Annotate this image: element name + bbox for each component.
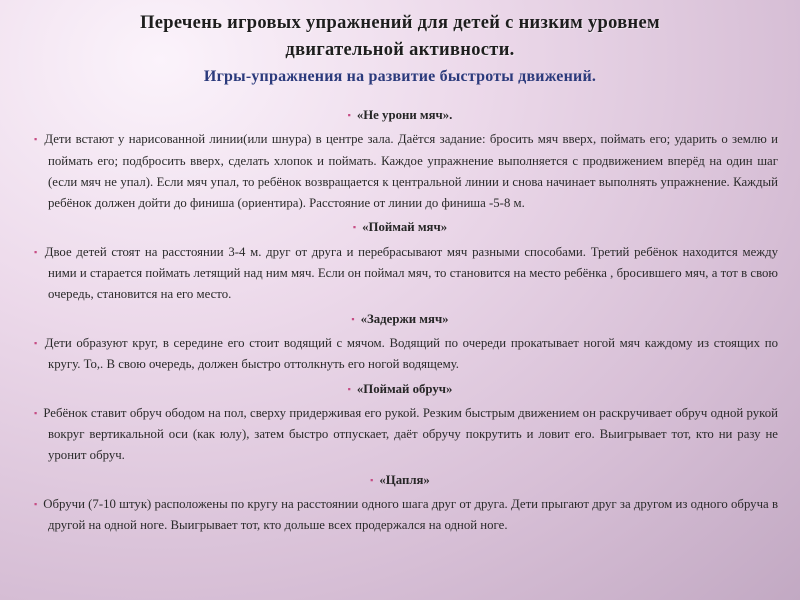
bullet-icon: ▪ <box>347 383 351 394</box>
game-text: Двое детей стоят на расстоянии 3-4 м. друг от друга и перебрасывают мяч разными способами. Третий ребёнок находится между ними и старается поймать летящий над ним мяч. Если он поймал мяч, то становится на место ребёнка , бросившего мяч, а тот в свою очередь, становится на его место. <box>44 244 778 302</box>
game-heading <box>22 105 778 126</box>
title-line-2: двигательной активности. <box>285 40 515 60</box>
game-description <box>22 333 778 376</box>
bullet-icon: ▪ <box>352 222 357 233</box>
game-description <box>22 494 778 537</box>
game-heading <box>22 309 778 330</box>
slide-title <box>40 10 760 64</box>
game-name: «Задержи мяч» <box>360 311 449 326</box>
game-name: «Не урони мяч». <box>356 108 453 122</box>
game-description <box>22 242 778 306</box>
game-text: Дети встают у нарисованной линии(или шнура) в центре зала. Даётся задание: бросить мяч вверх, поймать его; ударить о землю и поймать его; подбросить вверх, сделать хлопок и поймать. Каждое упражнение выполняется с продвижением вперёд на один шаг (если мяч не упал). Если мяч упал, то ребёнок возвращается к центральной линии и снова начинает выполнять упражнение. Каждый ребёнок должен дойти до финиша (ориентира). Расстояние от линии до финиша -5-8 м. <box>44 132 778 211</box>
bullet-icon: ▪ <box>34 337 39 348</box>
game-name: «Поймай обруч» <box>356 381 453 396</box>
bullet-icon: ▪ <box>370 474 374 485</box>
slide-subtitle: Игры-упражнения на развитие быстроты движений. <box>203 68 597 85</box>
bullet-icon: ▪ <box>351 313 355 324</box>
title-line-1: Перечень игровых упражнений для детей с низким уровнем <box>140 13 660 33</box>
game-heading <box>22 217 778 238</box>
bullet-icon: ▪ <box>34 134 39 145</box>
game-heading <box>22 379 778 400</box>
game-description <box>22 129 778 214</box>
game-name: «Цапля» <box>379 472 430 487</box>
game-name: «Поймай мяч» <box>362 220 448 235</box>
bullet-icon: ▪ <box>34 407 38 418</box>
game-list <box>22 102 778 540</box>
bullet-icon: ▪ <box>34 499 38 510</box>
bullet-icon: ▪ <box>347 110 351 120</box>
game-heading <box>22 470 778 491</box>
game-description <box>22 403 778 467</box>
game-text: Ребёнок ставит обруч ободом на пол, сверху придерживая его рукой. Резким быстрым движением он раскручивает обруч одной рукой вокруг вертикальной оси (как юлу), затем быстро отпускает, даёт обручу покрутить и ловит его. Выигрывает тот, кто ни разу не уронит обруч. <box>43 405 778 463</box>
game-text: Обручи (7-10 штук) расположены по кругу на расстоянии одного шага друг от друга. Дети прыгают друг за другом из одного обруча в другой на одной ноге. Выигрывает тот, кто дольше всех продержался на одной ноге. <box>43 497 778 533</box>
bullet-icon: ▪ <box>34 246 39 257</box>
game-text: Дети образуют круг, в середине его стоит водящий с мячом. Водящий по очереди прокатывает ногой мяч каждому из стоящих по кругу. То,. В свою очередь, должен быстро оттолкнуть его ногой водящему. <box>44 335 778 372</box>
